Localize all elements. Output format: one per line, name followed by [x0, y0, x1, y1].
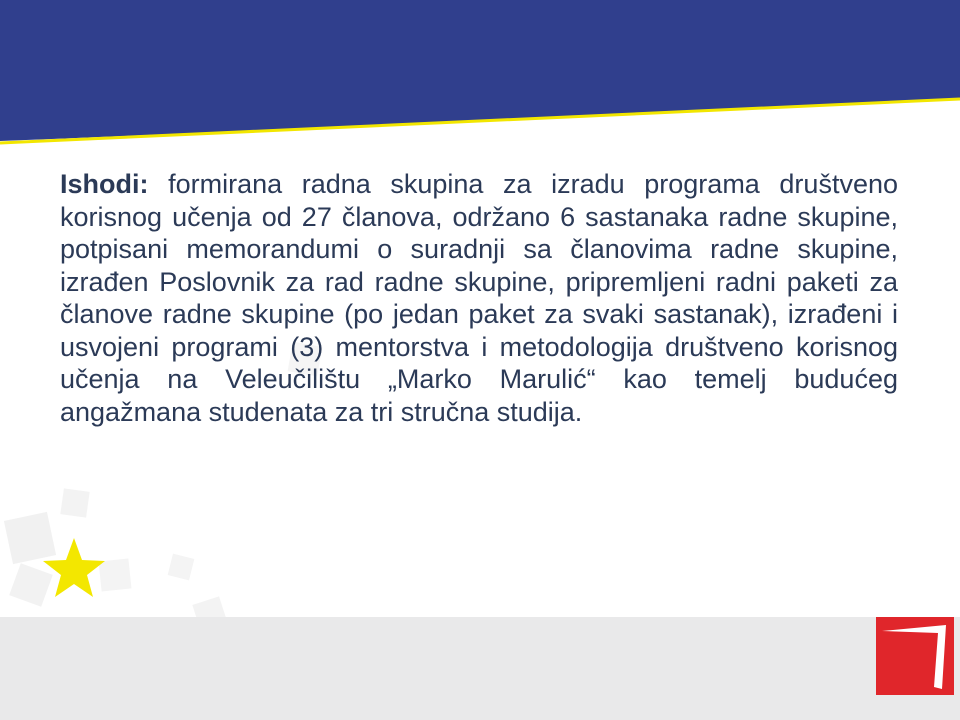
deco-square [168, 554, 195, 581]
outcomes-paragraph [60, 168, 898, 428]
deco-square [60, 488, 89, 517]
footer-band [0, 617, 960, 720]
outcomes-label: Ishodi: [60, 169, 149, 199]
deco-square [99, 559, 132, 592]
outcomes-text: formirana radna skupina za izradu programa društveno korisnog učenja od 27 članova, održano 6 sastanaka radne skupine, potpisani memorandumi o suradnji sa članovima radne skupine, izrađen Poslovnik za rad radne skupine, pripremljeni radni paketi za članove radne skupine (po jedan paket za svaki sastanak), izrađeni i usvojeni programi (3) mentorstva i metodologija društveno korisnog učenja na Veleučilištu „Marko Marulić“ kao temelj budućeg angažmana studenata za tri stručna studija. [60, 169, 898, 427]
deco-square [9, 563, 53, 607]
veleuciliste-logo [876, 617, 954, 695]
deco-square [4, 512, 56, 564]
